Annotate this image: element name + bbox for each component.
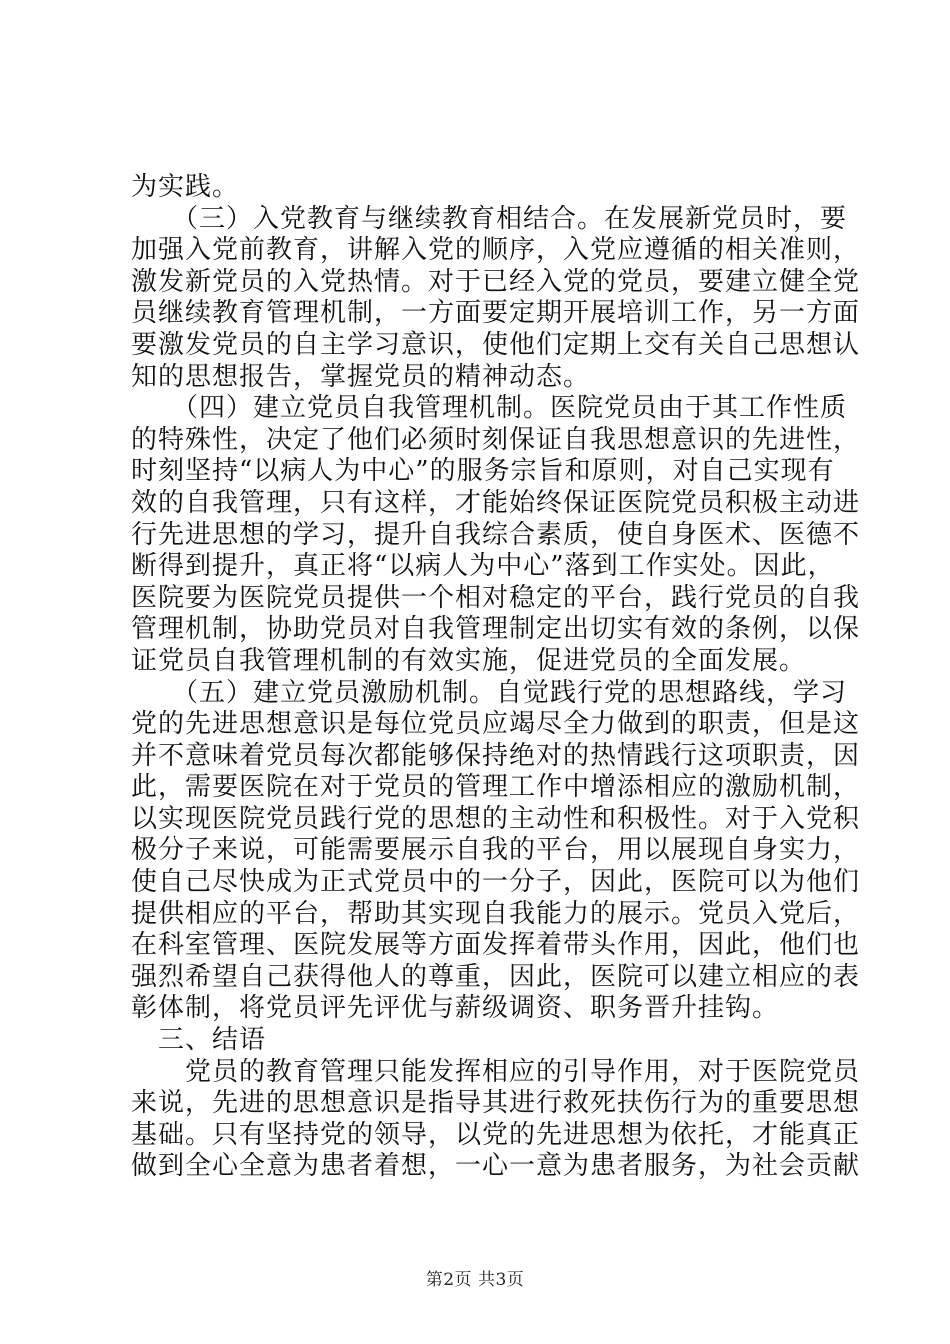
text-line: （三）入党教育与继续教育相结合。在发展新党员时，要: [131, 203, 848, 234]
text-line: 管理机制，协助党员对自我管理制定出切实有效的条例，以保: [131, 614, 861, 645]
text-line: 证党员自我管理机制的有效实施，促进党员的全面发展。: [131, 645, 807, 676]
text-line: （五）建立党员激励机制。自觉践行党的思想路线，学习: [131, 677, 848, 708]
text-line: 的特殊性，决定了他们必须时刻保证自我思想意识的先进性，: [131, 424, 861, 455]
text-line: 党员的教育管理只能发挥相应的引导作用，对于医院党员: [131, 1056, 861, 1087]
text-line: 做到全心全意为患者着想，一心一意为患者服务，为社会贡献: [131, 1151, 861, 1182]
text-line: 此，需要医院在对于党员的管理工作中增添相应的激励机制，: [131, 772, 861, 803]
text-line: 以实现医院党员践行党的思想的主动性和积极性。对于入党积: [131, 803, 861, 834]
body-text: [131, 172, 861, 1183]
text-line: 知的思想报告，掌握党员的精神动态。: [131, 361, 591, 392]
text-line: 来说，先进的思想意识是指导其进行救死扶伤行为的重要思想: [131, 1088, 861, 1119]
text-line: 在科室管理、医院发展等方面发挥着带头作用，因此，他们也: [131, 930, 861, 961]
text-line: 员继续教育管理机制，一方面要定期开展培训工作，另一方面: [131, 298, 861, 329]
text-line: 使自己尽快成为正式党员中的一分子，因此，医院可以为他们: [131, 867, 861, 898]
text-line: 加强入党前教育，讲解入党的顺序，入党应遵循的相关准则，: [131, 235, 861, 266]
text-line: 极分子来说，可能需要展示自我的平台，用以展现自身实力，: [131, 835, 861, 866]
text-line: 提供相应的平台，帮助其实现自我能力的展示。党员入党后，: [131, 898, 861, 929]
text-line: 并不意味着党员每次都能够保持绝对的热情践行这项职责，因: [131, 740, 861, 771]
text-line: 为实践。: [131, 172, 240, 202]
text-line: 医院要为医院党员提供一个相对稳定的平台，践行党员的自我: [131, 582, 861, 613]
text-line: 断得到提升，真正将“以病人为中心”落到工作实处。因此，: [131, 551, 835, 582]
text-line: 三、结语: [131, 1025, 267, 1056]
text-line: （四）建立党员自我管理机制。医院党员由于其工作性质: [131, 393, 848, 424]
text-line: 激发新党员的入党热情。对于已经入党的党员，要建立健全党: [131, 266, 861, 297]
text-line: 强烈希望自己获得他人的尊重，因此，医院可以建立相应的表: [131, 961, 861, 992]
text-line: 彰体制，将党员评先评优与薪级调资、职务晋升挂钩。: [131, 993, 780, 1024]
page-footer: 第2页 共3页: [425, 1270, 525, 1290]
text-line: 行先进思想的学习，提升自我综合素质，使自身医术、医德不: [131, 519, 861, 550]
text-line: 效的自我管理，只有这样，才能始终保证医院党员积极主动进: [131, 487, 861, 518]
text-line: 党的先进思想意识是每位党员应竭尽全力做到的职责，但是这: [131, 709, 861, 740]
text-line: 时刻坚持“以病人为中心”的服务宗旨和原则，对自己实现有: [131, 456, 835, 487]
text-line: 基础。只有坚持党的领导，以党的先进思想为依托，才能真正: [131, 1119, 861, 1150]
text-line: 要激发党员的自主学习意识，使他们定期上交有关自己思想认: [131, 329, 861, 360]
